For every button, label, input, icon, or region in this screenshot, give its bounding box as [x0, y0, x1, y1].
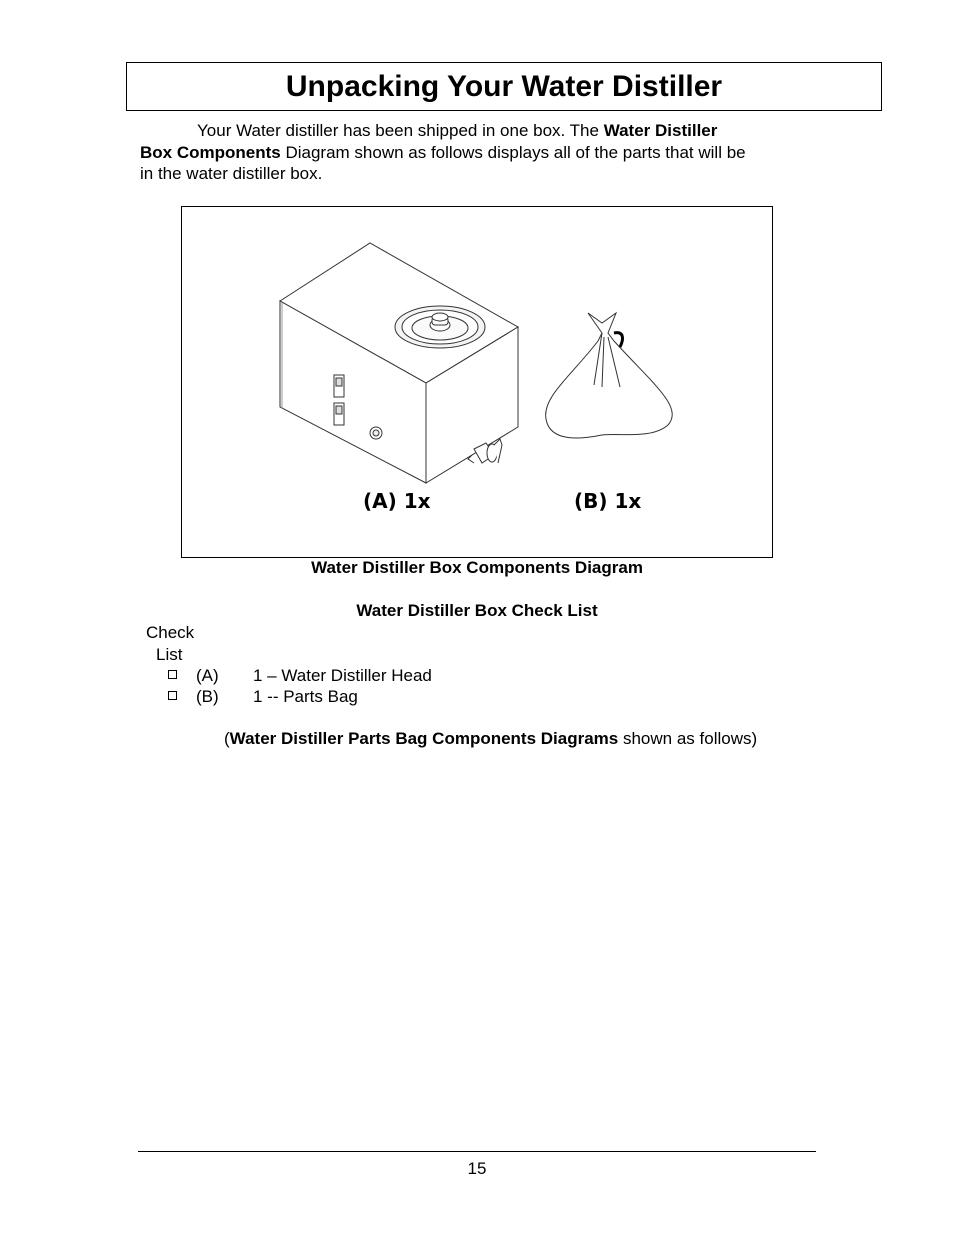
intro-text-3: in the water distiller box.: [140, 164, 323, 183]
parts-bag-image: [546, 313, 673, 438]
checklist-item-text: 1 -- Parts Bag: [253, 687, 358, 706]
checklist-header: [146, 622, 194, 665]
follow-note-bold: Water Distiller Parts Bag Components Diagrams: [229, 729, 619, 748]
follow-note-rest: shown as follows): [618, 729, 758, 748]
checklist-item-code: (B): [196, 687, 219, 706]
checklist-item[interactable]: [168, 687, 358, 708]
distiller-head-image: [280, 243, 518, 483]
title-box: [126, 62, 882, 111]
follow-note: [224, 729, 757, 749]
figure-label-a: (A) 1x: [363, 489, 431, 513]
checklist-title: Water Distiller Box Check List: [356, 601, 598, 620]
page-number: 15: [467, 1159, 487, 1178]
checklist-header-line2: List: [156, 644, 183, 664]
intro-paragraph: [140, 120, 820, 185]
footer-divider: [138, 1151, 816, 1152]
figure-caption: Water Distiller Box Components Diagram: [311, 558, 643, 577]
checklist-item[interactable]: [168, 666, 432, 687]
figure-label-b: (B) 1x: [574, 489, 642, 513]
components-figure: [181, 206, 773, 558]
intro-text-1: Your Water distiller has been shipped in one box. The: [197, 121, 604, 140]
intro-bold-1: Water Distiller: [603, 121, 718, 140]
checklist-header-line1: Check: [146, 623, 195, 642]
checklist-item-code: (A): [196, 666, 219, 685]
checkbox-icon[interactable]: [168, 691, 177, 700]
checkbox-icon[interactable]: [168, 670, 177, 679]
follow-note-open: (: [224, 729, 230, 748]
checklist-item-text: 1 – Water Distiller Head: [253, 666, 432, 685]
intro-text-2: Diagram shown as follows displays all of the parts that will be: [280, 142, 746, 162]
components-illustration: [182, 207, 774, 559]
intro-bold-2: Box Components: [140, 142, 281, 162]
page-title: Unpacking Your Water Distiller: [285, 69, 723, 103]
